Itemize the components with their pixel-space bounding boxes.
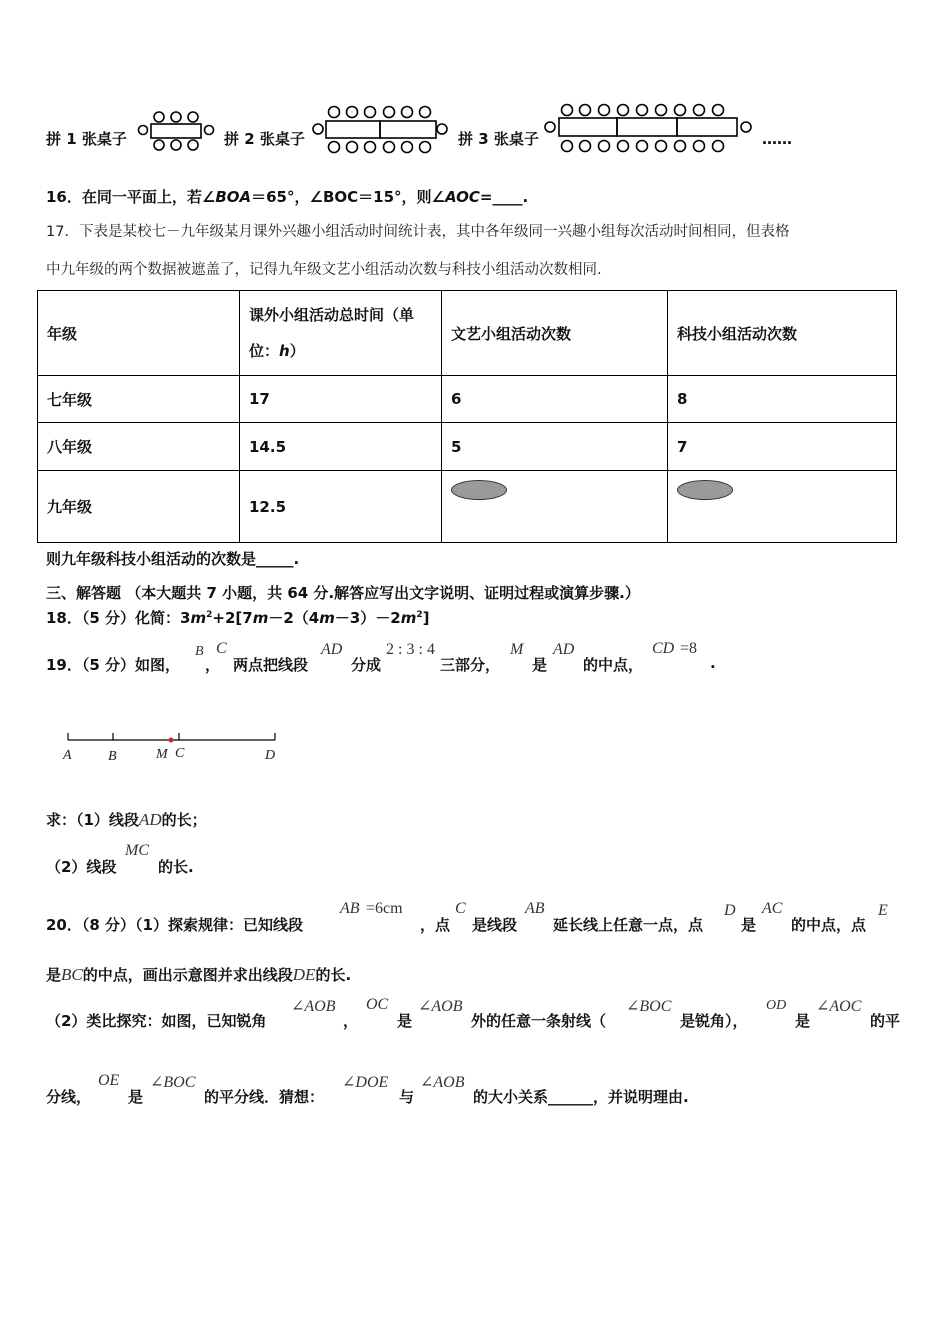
cell-tech-covered	[668, 471, 897, 543]
question-19-lead: 19．（5 分）如图，	[46, 656, 181, 674]
q20-t2: 是线段	[472, 916, 518, 934]
midpoint-m-dot	[169, 738, 174, 743]
q19-ask-2-text: （2）线段	[46, 858, 117, 876]
math-oc: OC	[366, 996, 389, 1013]
desk-figure-2	[312, 103, 448, 157]
math-e: E	[878, 902, 888, 919]
q19-ask-2-end: 的长.	[158, 858, 194, 876]
header-total-time: 课外小组活动总时间（单 位：h）	[240, 291, 442, 376]
comma: ，	[205, 656, 221, 674]
math-b: B	[195, 644, 204, 659]
cover-oval	[677, 480, 733, 500]
math-cd: CD	[652, 640, 675, 657]
math-oe: OE	[98, 1072, 120, 1089]
cell-tech: 7	[668, 423, 897, 471]
q20-p2-t3: 是锐角），	[680, 1012, 748, 1030]
math-d: D	[724, 902, 736, 919]
math-mc: MC	[125, 842, 149, 859]
math-eq6: =6cm	[366, 900, 403, 917]
q20-p2-comma: ，	[343, 1012, 359, 1030]
math-eq8: =8	[680, 640, 698, 657]
section-3-title: 三、解答题 （本大题共 7 小题，共 64 分.解答应写出文字说明、证明过程或演算步骤.）	[46, 584, 640, 602]
math-aob2: ∠AOB	[418, 998, 463, 1015]
segment-figure	[55, 725, 290, 765]
q20-t4: 是	[741, 916, 757, 934]
math-ratio: 2 : 3 : 4	[386, 641, 435, 658]
cell-time: 17	[240, 376, 442, 423]
desk-label-2: 拼 2 张桌子	[224, 130, 305, 148]
desk-figure-1	[137, 110, 217, 154]
math-ab: AB	[340, 900, 360, 917]
q19-text3: 三部分，	[440, 656, 501, 674]
math-ad: AD	[321, 641, 343, 658]
question-17-line2: 中九年级的两个数据被遮盖了，记得九年级文艺小组活动次数与科技小组活动次数相同.	[46, 262, 602, 278]
header-tech-count: 科技小组活动次数	[668, 291, 897, 376]
q20-p2-lead: （2）类比探究：如图，已知锐角	[46, 1012, 267, 1030]
q20-p2-t4: 是	[795, 1012, 811, 1030]
math-ac: AC	[762, 900, 783, 917]
question-16: 16．在同一平面上，若∠BOA＝65°，∠BOC＝15°，则∠AOC=____.	[46, 188, 529, 206]
question-18: 18．（5 分）化简：$3m^2+2[7m-2(4m-3)-2m^2]$	[46, 609, 430, 627]
math-ad2: AD	[553, 641, 575, 658]
math-m: M	[510, 641, 524, 658]
label-d: D	[265, 748, 276, 763]
math-aoc: ∠AOC	[816, 998, 862, 1015]
q20-l4c: 的平分线．猜想：	[204, 1088, 325, 1106]
cell-art-covered	[442, 471, 668, 543]
question-17-line1: 17．下表是某校七－九年级某月课外兴趣小组活动时间统计表，其中各年级同一兴趣小组每次活动时间相同，但表格	[46, 224, 790, 240]
cell-art: 6	[442, 376, 668, 423]
math-aob3: ∠AOB	[420, 1074, 465, 1091]
q19-text5: 的中点，	[583, 656, 644, 674]
question-17-ask: 则九年级科技小组活动的次数是_____.	[46, 550, 300, 568]
q20-l4b: 是	[128, 1088, 144, 1106]
math-ab2: AB	[525, 900, 545, 917]
q20-l4d: 与	[399, 1088, 415, 1106]
q20-t5: 的中点，点	[791, 916, 867, 934]
math-boc: ∠BOC	[626, 998, 672, 1015]
cell-grade: 七年级	[38, 376, 240, 423]
q20-l4e: 的大小关系______，并说明理由.	[473, 1088, 689, 1106]
q20-p2-t2: 外的任意一条射线（	[471, 1012, 607, 1030]
table-row	[38, 376, 897, 423]
math-c: C	[216, 640, 227, 657]
cell-grade: 九年级	[38, 471, 240, 543]
label-a: A	[63, 748, 72, 763]
q20-line2: 是BC的中点，画出示意图并求出线段DE的长.	[46, 965, 352, 984]
q20-t1: ，点	[420, 916, 451, 934]
q19-text1: 两点把线段	[233, 656, 309, 674]
cover-oval	[451, 480, 507, 500]
q19-text4: 是	[532, 656, 548, 674]
header-art-count: 文艺小组活动次数	[442, 291, 668, 376]
desk-ellipsis: ……	[762, 130, 792, 148]
math-od: OD	[766, 998, 787, 1013]
desk-label-3: 拼 3 张桌子	[458, 130, 539, 148]
q20-p2-t1: 是	[397, 1012, 413, 1030]
table-row	[38, 423, 897, 471]
math-doe: ∠DOE	[342, 1074, 389, 1091]
table-row	[38, 471, 897, 543]
activity-table	[37, 290, 897, 543]
q19-text2: 分成	[351, 656, 382, 674]
math-c: C	[455, 900, 466, 917]
q19-ask-1: 求：（1）线段AD的长；	[46, 810, 207, 829]
desk-figure-3	[543, 101, 753, 157]
q19-dot: .	[710, 654, 716, 672]
q20-t3: 延长线上任意一点，点	[553, 916, 704, 934]
math-boc2: ∠BOC	[150, 1074, 196, 1091]
header-grade: 年级	[38, 291, 240, 376]
math-aob: ∠AOB	[291, 998, 336, 1015]
q20-p2-t5: 的平	[870, 1012, 901, 1030]
cell-time: 14.5	[240, 423, 442, 471]
label-m: M	[156, 747, 168, 762]
cell-tech: 8	[668, 376, 897, 423]
q20-l4a: 分线，	[46, 1088, 92, 1106]
cell-time: 12.5	[240, 471, 442, 543]
label-c: C	[175, 746, 185, 761]
question-20-lead: 20．（8 分）（1）探索规律：已知线段	[46, 916, 303, 934]
desk-label-1: 拼 1 张桌子	[46, 130, 127, 148]
table-header-row	[38, 291, 897, 376]
label-b: B	[108, 749, 117, 764]
cell-grade: 八年级	[38, 423, 240, 471]
cell-art: 5	[442, 423, 668, 471]
